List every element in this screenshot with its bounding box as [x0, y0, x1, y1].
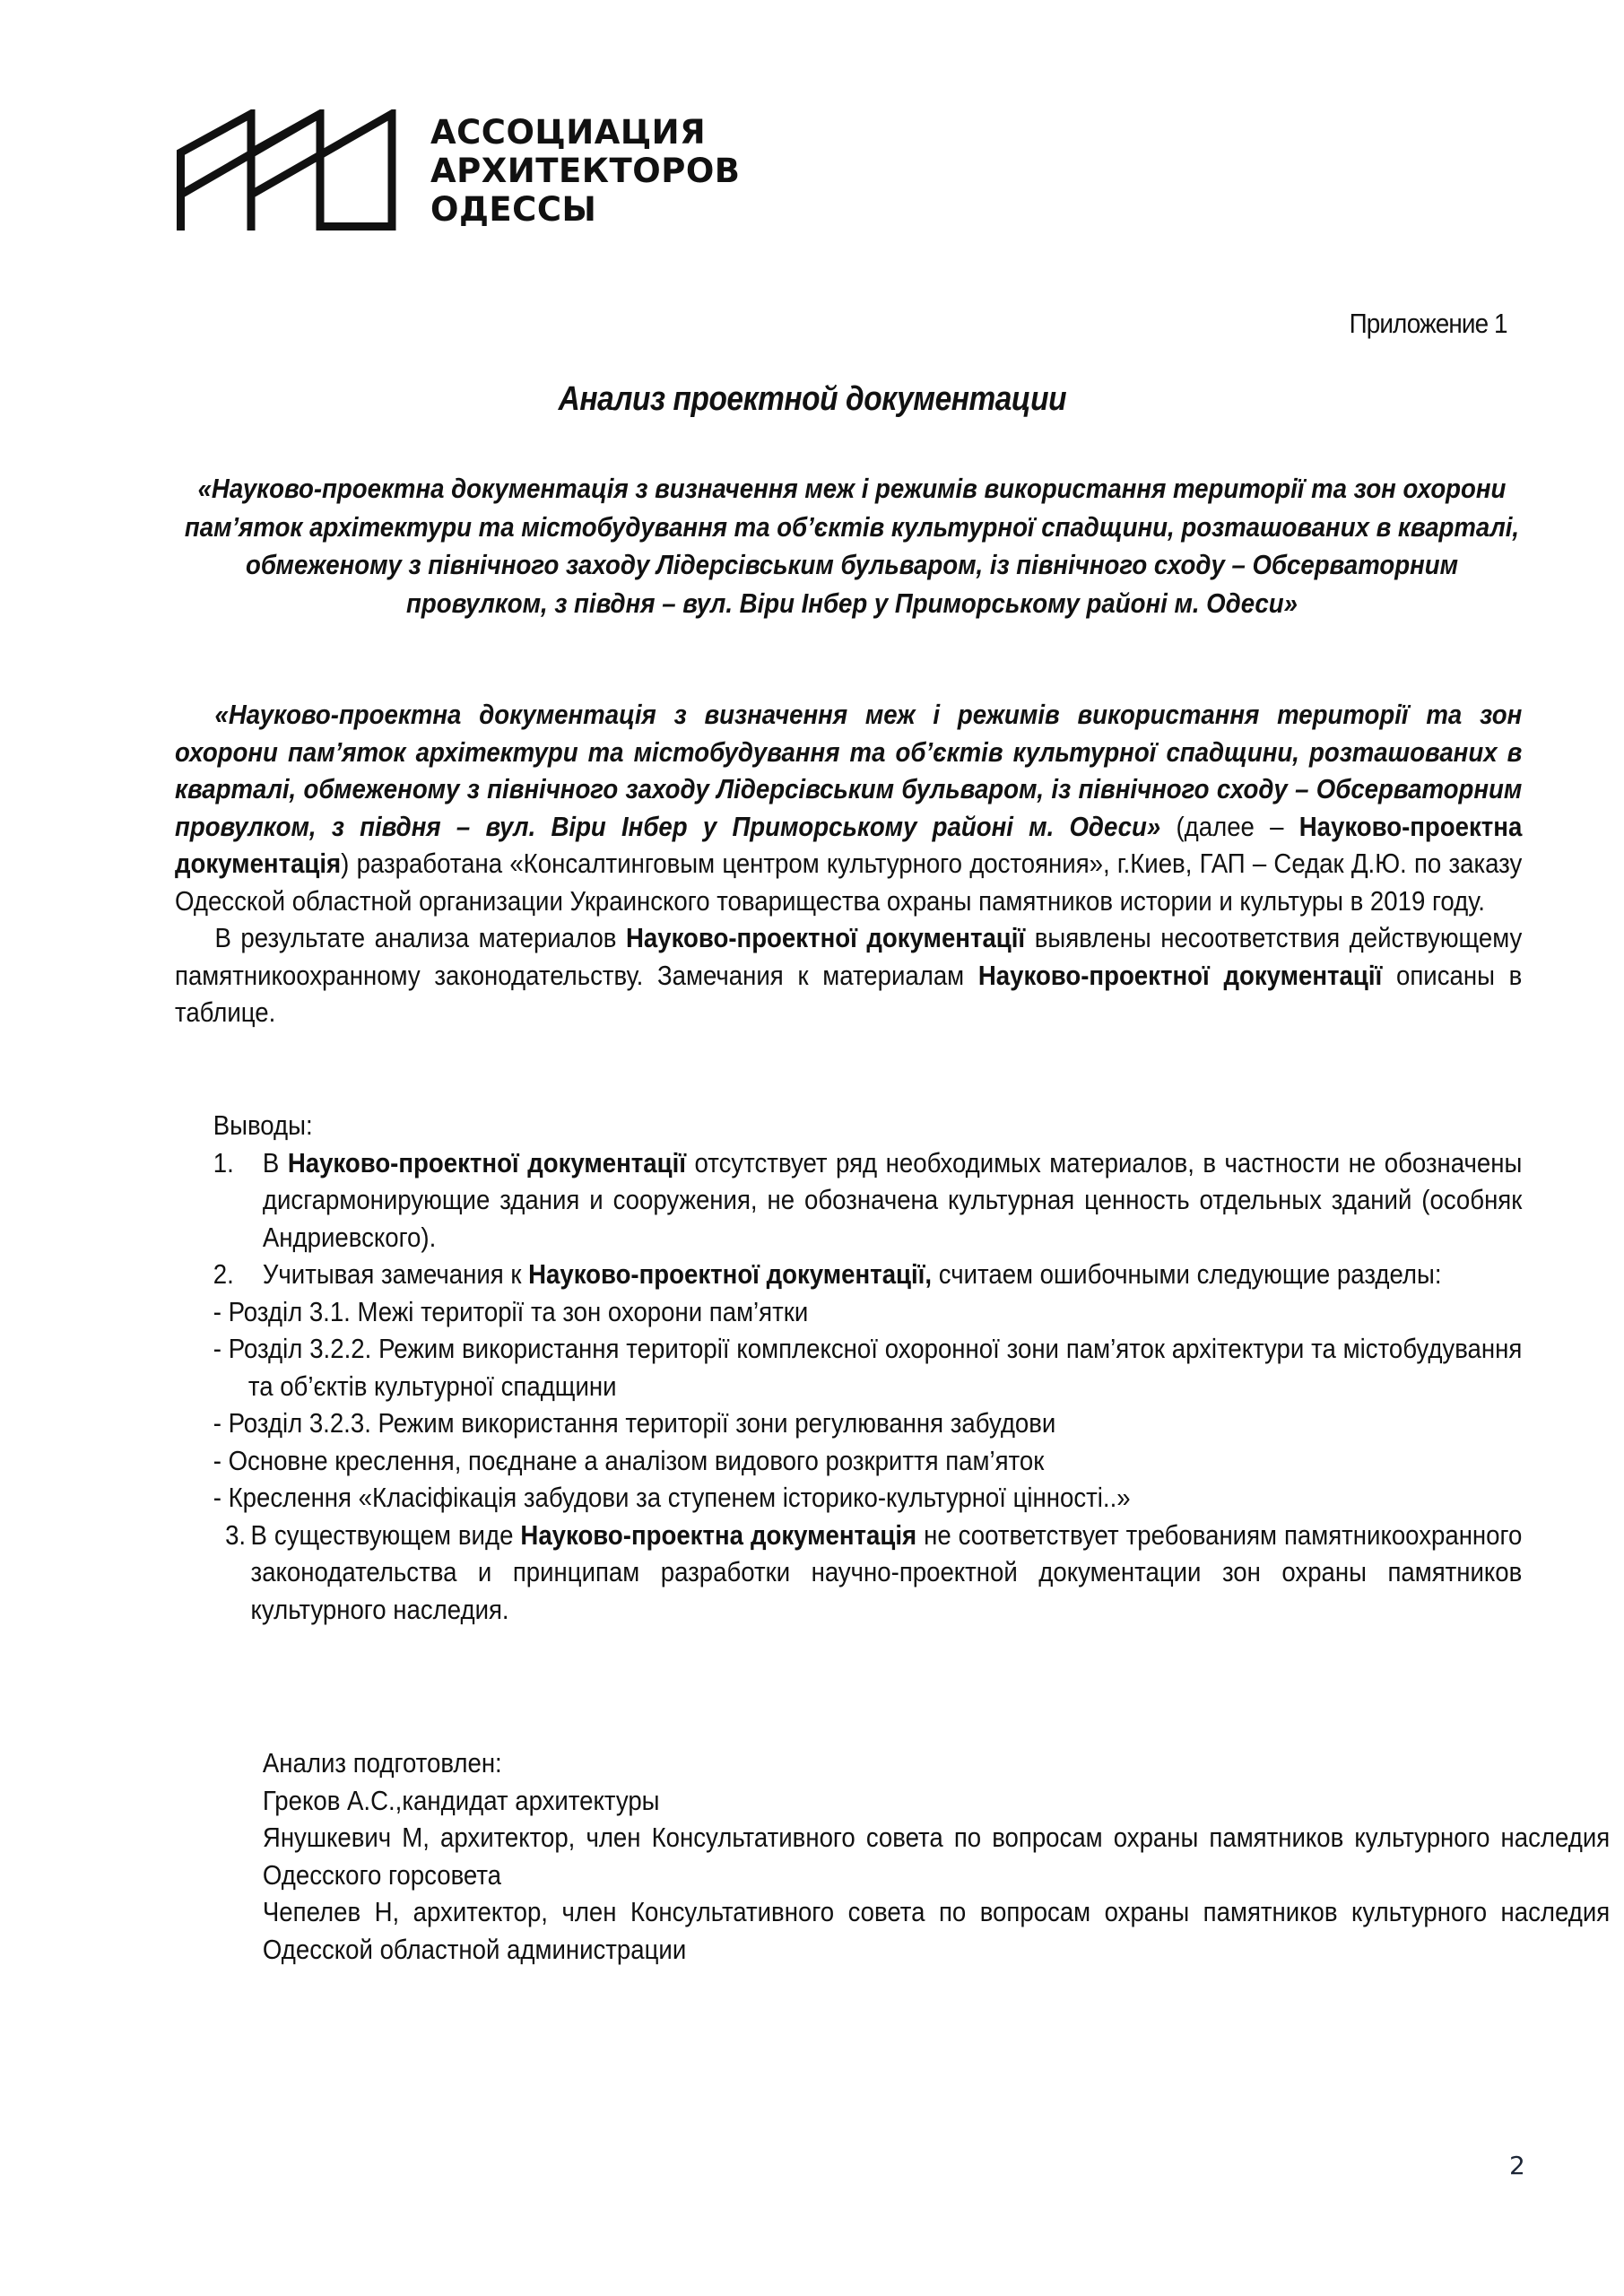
- item-text: В существующем виде: [250, 1518, 521, 1551]
- section-list-item: - Розділ 3.2.3. Режим використання території зони регулювання забудови: [213, 1407, 1056, 1439]
- logo-text: [430, 113, 740, 229]
- section-list-item: - Основне креслення, поєднане а аналізом видового розкриття пам’яток: [213, 1444, 1045, 1476]
- intro-text: ) разработана «Консалтинговым центром культурного достояния», г.Киев, ГАП – Седак Д.Ю. по заказу Одесской областной организации Украинского товарищества охраны памятников истории и культуры в 2019 году.: [175, 848, 1523, 917]
- defined-term: Науково-проектна документація: [520, 1518, 917, 1551]
- logo-line-2: АРХИТЕКТОРОВ: [430, 152, 741, 190]
- author-entry: Греков А.С.,кандидат архитектуры: [262, 1784, 660, 1816]
- association-logo: [177, 109, 760, 235]
- conclusions-section: [175, 1107, 1522, 1628]
- section-list-item: - Розділ 3.1. Межі території та зон охорони пам’ятки: [213, 1295, 809, 1327]
- item-text: Учитывая замечания к: [262, 1258, 529, 1290]
- conclusions-heading: Выводы:: [213, 1109, 313, 1141]
- item-number: 2.: [213, 1258, 234, 1290]
- item-number: 1.: [213, 1146, 234, 1178]
- intro-paragraph-1: [175, 696, 1522, 919]
- logo-line-3: ОДЕССЫ: [430, 190, 597, 229]
- item-text: не соответствует требованиям памятникоохранного законодательства и принципам разработки научно-проектной документации зон охраны памятников культурного наследия.: [250, 1518, 1523, 1625]
- section-list-item: - Креслення «Класіфікація забудови за ступенем історико-культурної цінності..»: [213, 1482, 1131, 1513]
- section-list-item: - Розділ 3.2.2. Режим використання території комплексної охоронної зони пам’яток архітектури та містобудування та об’єктів культурної спадщини: [213, 1333, 1523, 1402]
- defined-term: Науково-проектної документації: [625, 922, 1026, 953]
- intro-text: описаны в таблице.: [175, 959, 1523, 1028]
- signature-heading: Анализ подготовлен:: [262, 1747, 502, 1779]
- signature-section: [175, 1744, 1611, 1968]
- quoted-document-title: «Науково-проектна документація з визначення меж і режимів використання території та зон охорони пам’яток архітектури та містобудування та об’єктів культурної спадщини, розташованих в кварталі, обмеженому з північного заходу Лідерсівським бульваром, із північного сходу – Обсерваторним провулком, з півдня – вул. Віри Інбер у Приморському районі м. Одеси»: [175, 699, 1523, 842]
- item-number: 3.: [225, 1518, 247, 1551]
- defined-term: Науково-проектної документації: [287, 1146, 687, 1178]
- item-text: В: [262, 1146, 288, 1178]
- defined-term: Науково-проектна документація: [175, 810, 1523, 879]
- page-number: 2: [1509, 2151, 1525, 2180]
- conclusion-item: [175, 1517, 1522, 1629]
- intro-paragraph-2: [175, 919, 1522, 1031]
- item-text: отсутствует ряд необходимых материалов, в частности не обозначены дисгармонирующие здания и сооружения, не обозначена культурная ценность отдельных зданий (особняк Андриевского).: [262, 1146, 1523, 1253]
- page-title-text: Анализ проектной документации: [558, 380, 1066, 418]
- intro-text: (далее –: [1160, 810, 1299, 842]
- intro-section: [175, 696, 1522, 1031]
- item-text: считаем ошибочными следующие разделы:: [932, 1258, 1442, 1290]
- author-entry: Янушкевич М, архитектор, член Консультативного совета по вопросам охраны памятников культурного наследия Одесского горсовета: [262, 1822, 1611, 1891]
- defined-term: Науково-проектної документації: [977, 959, 1383, 991]
- document-subject: [179, 470, 1524, 622]
- author-entry: Чепелев Н, архитектор, член Консультативного совета по вопросам охраны памятников культурного наследия Одесской областной администрации: [262, 1896, 1611, 1965]
- intro-text: В результате анализа материалов: [214, 922, 626, 953]
- conclusion-item: [175, 1256, 1522, 1293]
- logo-line-1: АССОЦИАЦИЯ: [430, 113, 707, 152]
- defined-term: Науково-проектної документації,: [528, 1258, 933, 1290]
- document-subject-text: «Науково-проектна документація з визначення меж і режимів використання території та зон охорони пам’яток архітектури та містобудування та об’єктів культурної спадщини, розташованих в кварталі, обмеженому з північного заходу Лідерсівським бульваром, із північного сходу – Обсерваторним провулком, з півдня – вул. Віри Інбер у Приморському районі м. Одеси»: [184, 473, 1520, 619]
- architect-association-logo-icon: [177, 109, 396, 230]
- page-title: [0, 380, 1624, 419]
- appendix-label: Приложение 1: [1349, 308, 1507, 339]
- conclusion-item: [175, 1144, 1522, 1257]
- intro-text: выявлены несоответствия действующему памятникоохранному законодательству. Замечания к материалам: [175, 922, 1523, 991]
